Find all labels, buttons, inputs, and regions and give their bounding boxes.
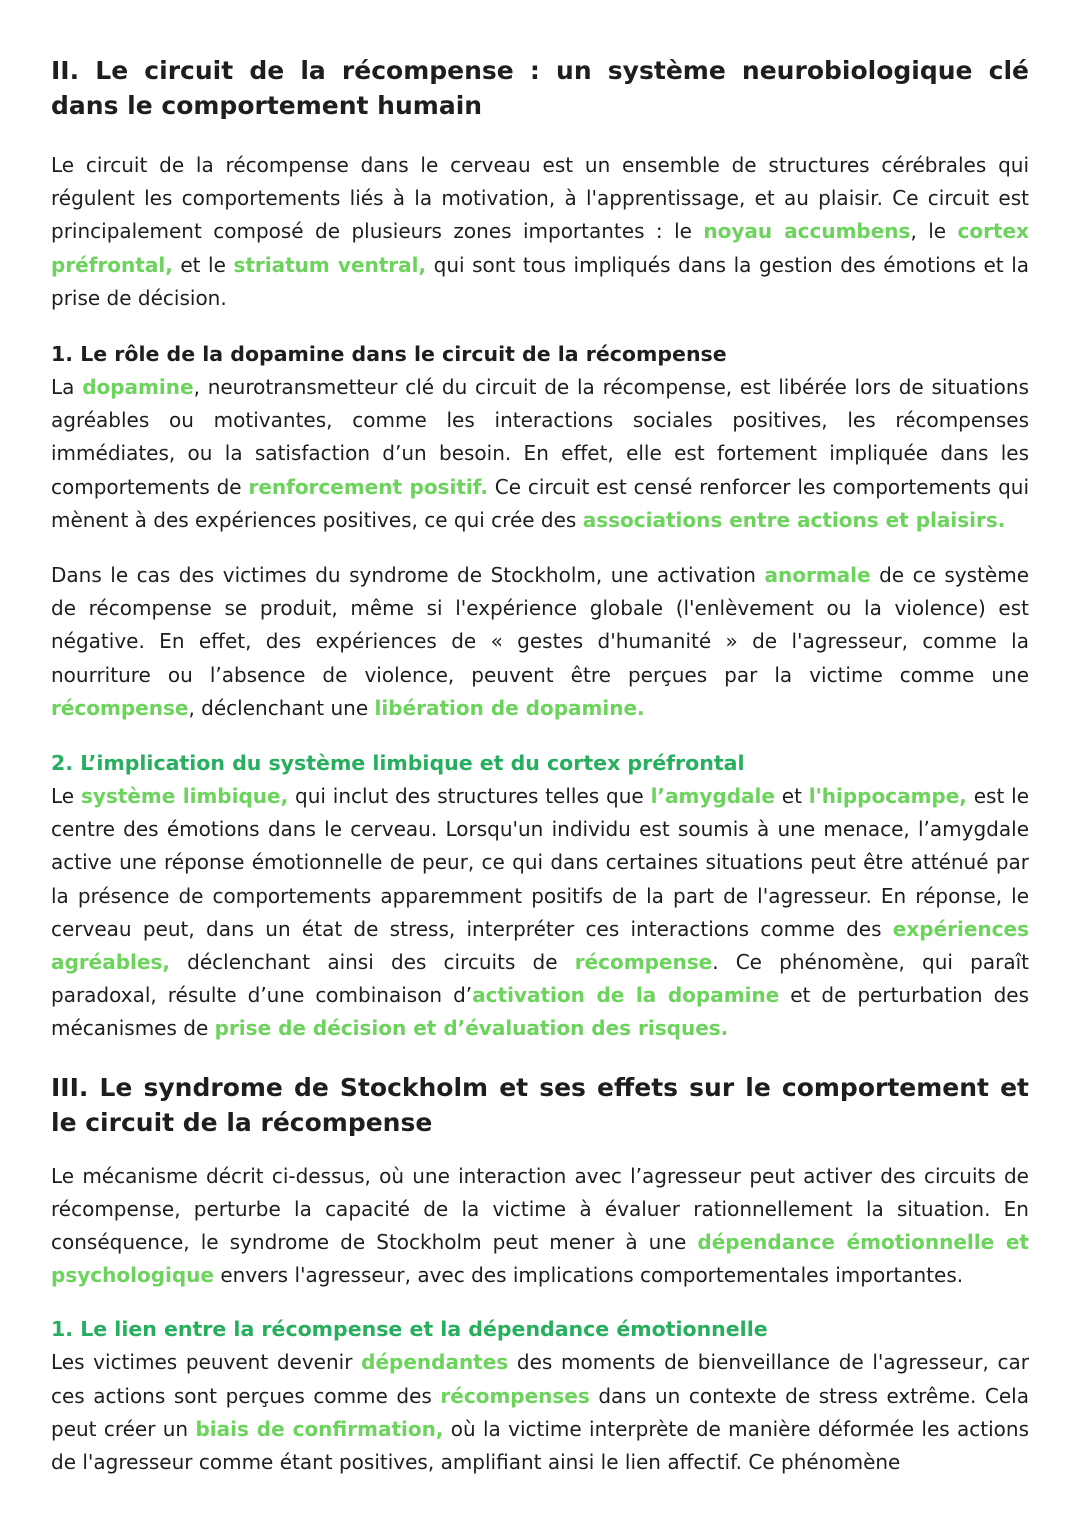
paragraph-text: , déclenchant une: [188, 695, 375, 720]
paragraph-text: de ce système de récompense se produit, même si l'expérience globale (l'enlèvement ou la violence) est négative. En effet, des expériences de « gestes d'humanité » de l'agresseur, comme la nourriture ou l’absence de violence, peuvent être perçues par la victime comme une: [51, 563, 1029, 687]
paragraph-text: Le: [51, 784, 81, 809]
highlighted-term: noyau accumbens: [703, 219, 911, 244]
highlighted-term: renforcement positif.: [248, 474, 488, 499]
paragraph-text: où la victime interprète de manière déformée les actions de l'agresseur comme étant positives, amplifiant ainsi le lien affectif. Ce phénomène: [51, 1416, 1029, 1475]
subsection-3-1-title: 1. Le lien entre la récompense et la dépendance émotionnelle: [51, 1317, 768, 1342]
highlighted-term: système limbique,: [80, 784, 289, 809]
subsection-2-1-paragraph-1: [51, 371, 1029, 537]
paragraph-text: Les victimes peuvent devenir: [51, 1350, 362, 1375]
subsection-3-1-paragraph: [51, 1346, 1029, 1479]
section-2-title: II. Le circuit de la récompense : un système neurobiologique clé dans le comportement humain: [51, 56, 1029, 120]
paragraph-text: et: [774, 784, 809, 809]
highlighted-term: striatum ventral,: [233, 252, 427, 277]
highlighted-term: dépendance émotionnelle et psychologique: [51, 1230, 1029, 1288]
highlighted-term: récompense: [574, 950, 713, 975]
paragraph-text: déclenchant ainsi des circuits de: [169, 950, 575, 975]
paragraph-text: et le: [172, 252, 234, 277]
highlighted-term: activation de la dopamine: [472, 983, 780, 1008]
highlighted-term: récompense: [51, 695, 189, 720]
paragraph-text: Dans le cas des victimes du syndrome de Stockholm, une activation: [51, 563, 765, 588]
highlighted-term: expériences agréables,: [51, 916, 1029, 975]
highlighted-term: dépendantes: [361, 1350, 509, 1375]
paragraph-text: , neurotransmetteur clé du circuit de la récompense, est libérée lors de situations agréables ou motivantes, comme les interactions sociales positives, les récompenses immédiates, ou la satisfaction d’un besoin. En effet, elle est fortement impliquée dans les comportements de: [51, 375, 1029, 499]
paragraph-text: Ce circuit est censé renforcer les comportements qui mènent à des expériences positives, ce qui crée des: [51, 474, 1029, 532]
paragraph-text: , le: [910, 219, 958, 244]
paragraph-text: et de perturbation des mécanismes de: [51, 983, 1029, 1041]
section-3-title: III. Le syndrome de Stockholm et ses effets sur le comportement et le circuit de la récompense: [51, 1072, 1029, 1137]
highlighted-term: associations entre actions et plaisirs.: [582, 507, 1006, 532]
highlighted-term: l'hippocampe,: [808, 784, 967, 809]
highlighted-term: anormale: [764, 563, 871, 588]
highlighted-term: biais de confirmation,: [195, 1416, 444, 1441]
highlighted-term: libération de dopamine.: [374, 695, 645, 720]
subsection-2-1-title: 1. Le rôle de la dopamine dans le circuit de la récompense: [51, 342, 727, 367]
paragraph-text: est le centre des émotions dans le cerveau. Lorsqu'un individu est soumis à une menace, l’amygdale active une réponse émotionnelle de peur, ce qui dans certaines situations peut être atténué par la présence de comportements apparemment positifs de la part de l'agresseur. En réponse, le cerveau peut, dans un état de stress, interpréter ces interactions comme des: [51, 784, 1029, 941]
section-2-intro: [51, 149, 1029, 315]
paragraph-text: des moments de bienveillance de l'agresseur, car ces actions sont perçues comme des: [51, 1350, 1030, 1408]
subsection-2-2-paragraph: [51, 780, 1029, 1046]
subsection-2-1-paragraph-2: [51, 559, 1029, 725]
paragraph-text: Le mécanisme décrit ci-dessus, où une interaction avec l’agresseur peut activer des circuits de récompense, perturbe la capacité de la victime à évaluer rationnellement la situation. En conséquence, le syndrome de Stockholm peut mener à une: [51, 1163, 1029, 1255]
paragraph-text: envers l'agresseur, avec des implications comportementales importantes.: [213, 1263, 964, 1288]
paragraph-text: qui inclut des structures telles que: [288, 784, 651, 809]
paragraph-text: dans un contexte de stress extrême. Cela peut créer un: [51, 1383, 1029, 1441]
highlighted-term: récompenses: [440, 1383, 590, 1408]
paragraph-text: La: [51, 375, 83, 400]
paragraph-text: qui sont tous impliqués dans la gestion des émotions et la prise de décision.: [51, 252, 1030, 310]
subsection-2-2-title: 2. L’implication du système limbique et du cortex préfrontal: [51, 751, 745, 776]
highlighted-term: cortex préfrontal,: [51, 219, 1029, 277]
highlighted-term: l’amygdale: [650, 784, 775, 809]
highlighted-term: prise de décision et d’évaluation des risques.: [214, 1016, 729, 1041]
section-3-intro: [51, 1160, 1029, 1293]
highlighted-term: dopamine: [82, 375, 194, 400]
paragraph-text: . Ce phénomène, qui paraît paradoxal, résulte d’une combinaison d’: [51, 950, 1029, 1008]
paragraph-text: Le circuit de la récompense dans le cerveau est un ensemble de structures cérébrales qui régulent les comportements liés à la motivation, à l'apprentissage, et au plaisir. Ce circuit est principalement composé de plusieurs zones importantes : le: [51, 153, 1029, 244]
